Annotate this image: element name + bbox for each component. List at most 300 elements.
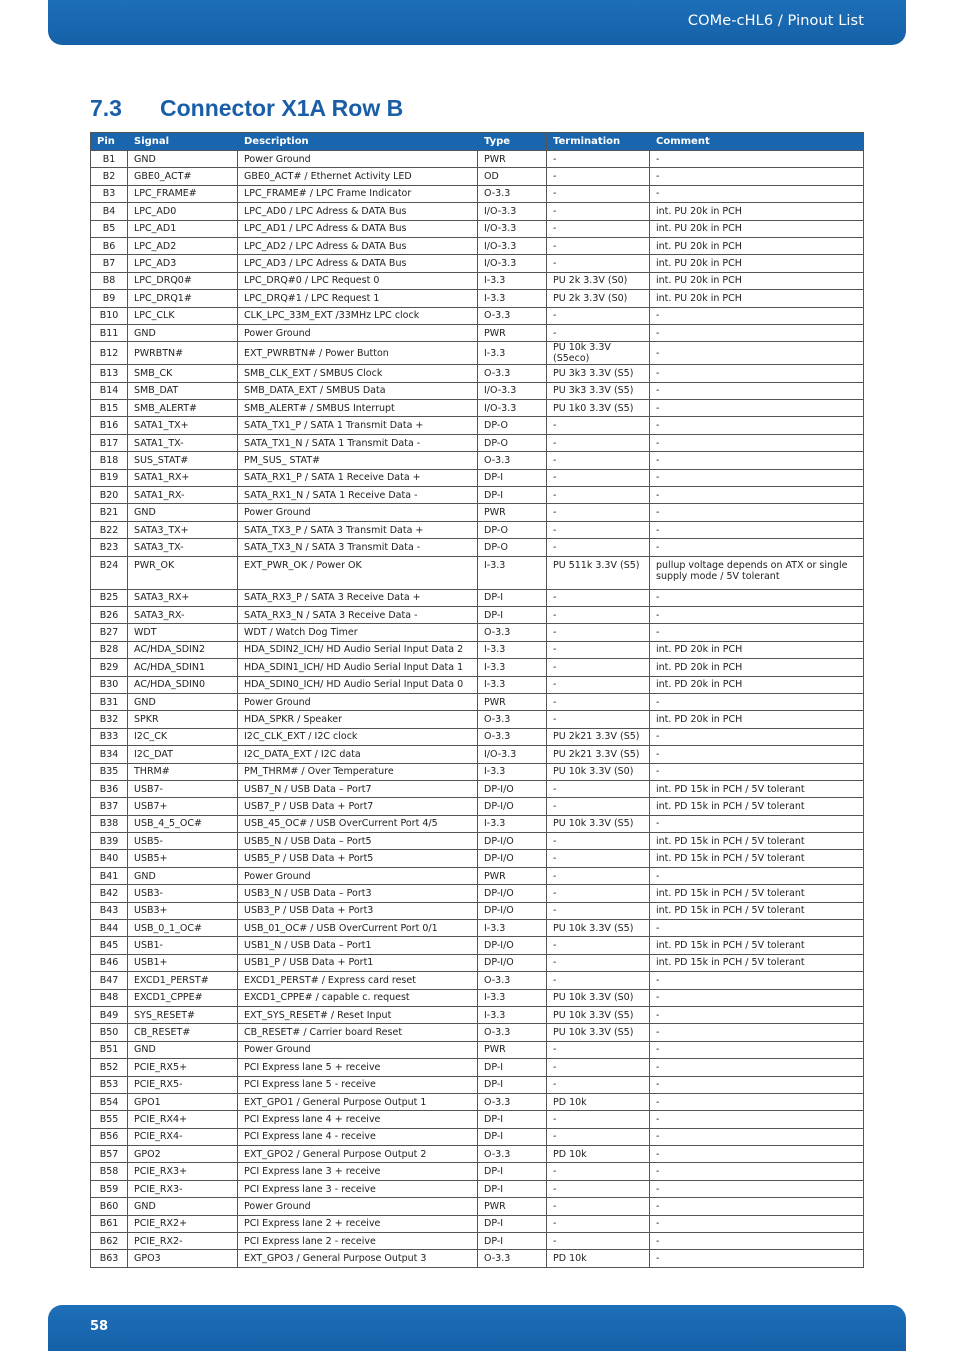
termination-cell: PU 511k 3.3V (S5)	[547, 556, 650, 589]
table-row	[91, 1180, 864, 1197]
comment-cell: -	[650, 728, 864, 745]
description-cell: I2C_DATA_EXT / I2C data	[238, 746, 478, 763]
table-row	[91, 452, 864, 469]
pin-cell: B49	[91, 1006, 128, 1023]
comment-cell: -	[650, 1233, 864, 1250]
type-cell: PWR	[478, 693, 547, 710]
type-cell: I/O-3.3	[478, 220, 547, 237]
table-row	[91, 1146, 864, 1163]
column-header-signal: Signal	[128, 133, 238, 151]
type-cell: O-3.3	[478, 1024, 547, 1041]
table-row	[91, 659, 864, 676]
signal-cell: PCIE_RX5-	[128, 1076, 238, 1093]
type-cell: I-3.3	[478, 676, 547, 693]
pin-cell: B42	[91, 885, 128, 902]
description-cell: PCI Express lane 2 + receive	[238, 1215, 478, 1232]
description-cell: Power Ground	[238, 1041, 478, 1058]
table-row	[91, 1093, 864, 1110]
column-header-comment: Comment	[650, 133, 864, 151]
table-row	[91, 1006, 864, 1023]
type-cell: O-3.3	[478, 972, 547, 989]
comment-cell: -	[650, 324, 864, 341]
comment-cell: -	[650, 521, 864, 538]
comment-cell: -	[650, 589, 864, 606]
type-cell: DP-O	[478, 521, 547, 538]
termination-cell: -	[547, 937, 650, 954]
table-row	[91, 272, 864, 289]
signal-cell: USB_0_1_OC#	[128, 920, 238, 937]
signal-cell: SUS_STAT#	[128, 452, 238, 469]
termination-cell: PU 2k21 3.3V (S5)	[547, 728, 650, 745]
signal-cell: PCIE_RX4-	[128, 1128, 238, 1145]
table-row	[91, 504, 864, 521]
pin-cell: B27	[91, 624, 128, 641]
description-cell: USB7_N / USB Data – Port7	[238, 780, 478, 797]
type-cell: DP-I	[478, 487, 547, 504]
type-cell: DP-I	[478, 589, 547, 606]
description-cell: LPC_DRQ#1 / LPC Request 1	[238, 290, 478, 307]
comment-cell: int. PD 20k in PCH	[650, 711, 864, 728]
pin-cell: B21	[91, 504, 128, 521]
comment-cell: -	[650, 1093, 864, 1110]
signal-cell: SATA1_TX-	[128, 434, 238, 451]
table-row	[91, 954, 864, 971]
description-cell: USB5_P / USB Data + Port5	[238, 850, 478, 867]
type-cell: I-3.3	[478, 815, 547, 832]
pin-cell: B60	[91, 1198, 128, 1215]
table-row	[91, 1163, 864, 1180]
termination-cell: -	[547, 1059, 650, 1076]
type-cell: PWR	[478, 867, 547, 884]
comment-cell: int. PD 15k in PCH / 5V tolerant	[650, 937, 864, 954]
signal-cell: USB5+	[128, 850, 238, 867]
table-row	[91, 487, 864, 504]
comment-cell: -	[650, 815, 864, 832]
signal-cell: GPO1	[128, 1093, 238, 1110]
pin-cell: B12	[91, 342, 128, 365]
pin-cell: B25	[91, 589, 128, 606]
signal-cell: WDT	[128, 624, 238, 641]
comment-cell: -	[650, 1128, 864, 1145]
table-row	[91, 763, 864, 780]
signal-cell: AC/HDA_SDIN1	[128, 659, 238, 676]
description-cell: I2C_CLK_EXT / I2C clock	[238, 728, 478, 745]
type-cell: DP-I/O	[478, 798, 547, 815]
column-header-description: Description	[238, 133, 478, 151]
signal-cell: GPO2	[128, 1146, 238, 1163]
table-row	[91, 589, 864, 606]
description-cell: PCI Express lane 3 + receive	[238, 1163, 478, 1180]
description-cell: EXT_GPO1 / General Purpose Output 1	[238, 1093, 478, 1110]
signal-cell: USB7+	[128, 798, 238, 815]
type-cell: DP-O	[478, 539, 547, 556]
column-header-type: Type	[478, 133, 547, 151]
table-row	[91, 185, 864, 202]
termination-cell: PU 2k 3.3V (S0)	[547, 290, 650, 307]
description-cell: SATA_RX1_P / SATA 1 Receive Data +	[238, 469, 478, 486]
description-cell: WDT / Watch Dog Timer	[238, 624, 478, 641]
comment-cell: -	[650, 763, 864, 780]
table-row	[91, 920, 864, 937]
table-row	[91, 989, 864, 1006]
column-header-pin: Pin	[91, 133, 128, 151]
document-title: COMe-cHL6 / Pinout List	[687, 13, 864, 29]
type-cell: DP-I/O	[478, 954, 547, 971]
table-row	[91, 1024, 864, 1041]
comment-cell: -	[650, 417, 864, 434]
table-row	[91, 365, 864, 382]
type-cell: DP-I	[478, 1163, 547, 1180]
description-cell: LPC_AD2 / LPC Adress & DATA Bus	[238, 237, 478, 254]
pin-cell: B37	[91, 798, 128, 815]
pin-cell: B14	[91, 382, 128, 399]
type-cell: DP-I	[478, 1180, 547, 1197]
description-cell: CB_RESET# / Carrier board Reset	[238, 1024, 478, 1041]
type-cell: I-3.3	[478, 290, 547, 307]
description-cell: CLK_LPC_33M_EXT /33MHz LPC clock	[238, 307, 478, 324]
description-cell: SATA_TX1_P / SATA 1 Transmit Data +	[238, 417, 478, 434]
comment-cell: -	[650, 1198, 864, 1215]
termination-cell: -	[547, 487, 650, 504]
signal-cell: LPC_CLK	[128, 307, 238, 324]
termination-cell: PU 10k 3.3V (S5)	[547, 1006, 650, 1023]
pin-cell: B57	[91, 1146, 128, 1163]
comment-cell: int. PD 15k in PCH / 5V tolerant	[650, 850, 864, 867]
comment-cell: -	[650, 504, 864, 521]
pin-cell: B38	[91, 815, 128, 832]
comment-cell: int. PU 20k in PCH	[650, 290, 864, 307]
pin-cell: B24	[91, 556, 128, 589]
pin-cell: B44	[91, 920, 128, 937]
pin-cell: B20	[91, 487, 128, 504]
pin-cell: B43	[91, 902, 128, 919]
type-cell: DP-I/O	[478, 885, 547, 902]
section-heading	[90, 95, 403, 122]
termination-cell: -	[547, 324, 650, 341]
table-row	[91, 641, 864, 658]
termination-cell: PU 1k0 3.3V (S5)	[547, 400, 650, 417]
type-cell: DP-O	[478, 417, 547, 434]
signal-cell: LPC_AD1	[128, 220, 238, 237]
termination-cell: -	[547, 1111, 650, 1128]
type-cell: I-3.3	[478, 920, 547, 937]
pin-cell: B7	[91, 255, 128, 272]
comment-cell: -	[650, 972, 864, 989]
termination-cell: -	[547, 1198, 650, 1215]
termination-cell: -	[547, 237, 650, 254]
table-row	[91, 902, 864, 919]
comment-cell: -	[650, 1215, 864, 1232]
termination-cell: -	[547, 521, 650, 538]
comment-cell: -	[650, 1250, 864, 1267]
termination-cell: -	[547, 255, 650, 272]
type-cell: I/O-3.3	[478, 382, 547, 399]
termination-cell: -	[547, 624, 650, 641]
comment-cell: -	[650, 1111, 864, 1128]
signal-cell: AC/HDA_SDIN0	[128, 676, 238, 693]
comment-cell: -	[650, 989, 864, 1006]
comment-cell: -	[650, 1041, 864, 1058]
type-cell: DP-I	[478, 606, 547, 623]
description-cell: LPC_FRAME# / LPC Frame Indicator	[238, 185, 478, 202]
pin-cell: B58	[91, 1163, 128, 1180]
pin-cell: B55	[91, 1111, 128, 1128]
pin-cell: B18	[91, 452, 128, 469]
termination-cell: -	[547, 1180, 650, 1197]
signal-cell: GND	[128, 1041, 238, 1058]
pin-cell: B41	[91, 867, 128, 884]
termination-cell: PU 3k3 3.3V (S5)	[547, 382, 650, 399]
signal-cell: LPC_DRQ0#	[128, 272, 238, 289]
termination-cell: -	[547, 641, 650, 658]
footer-bar	[48, 1305, 906, 1351]
pin-cell: B15	[91, 400, 128, 417]
pin-cell: B52	[91, 1059, 128, 1076]
pin-cell: B23	[91, 539, 128, 556]
description-cell: PCI Express lane 4 + receive	[238, 1111, 478, 1128]
type-cell: DP-I	[478, 1128, 547, 1145]
signal-cell: SATA1_RX+	[128, 469, 238, 486]
comment-cell: -	[650, 185, 864, 202]
table-row	[91, 746, 864, 763]
description-cell: Power Ground	[238, 693, 478, 710]
table-row	[91, 382, 864, 399]
description-cell: Power Ground	[238, 867, 478, 884]
termination-cell: -	[547, 833, 650, 850]
type-cell: I/O-3.3	[478, 255, 547, 272]
signal-cell: SATA3_TX+	[128, 521, 238, 538]
signal-cell: PCIE_RX4+	[128, 1111, 238, 1128]
table-row	[91, 972, 864, 989]
comment-cell: int. PD 15k in PCH / 5V tolerant	[650, 954, 864, 971]
signal-cell: PWRBTN#	[128, 342, 238, 365]
pin-cell: B19	[91, 469, 128, 486]
comment-cell: -	[650, 606, 864, 623]
signal-cell: SMB_DAT	[128, 382, 238, 399]
termination-cell: -	[547, 850, 650, 867]
pin-cell: B30	[91, 676, 128, 693]
termination-cell: -	[547, 307, 650, 324]
comment-cell: -	[650, 168, 864, 185]
type-cell: PWR	[478, 1041, 547, 1058]
type-cell: DP-I/O	[478, 780, 547, 797]
termination-cell: PD 10k	[547, 1146, 650, 1163]
pin-cell: B3	[91, 185, 128, 202]
signal-cell: PCIE_RX2-	[128, 1233, 238, 1250]
signal-cell: LPC_DRQ1#	[128, 290, 238, 307]
section-number: 7.3	[90, 95, 122, 121]
signal-cell: EXCD1_PERST#	[128, 972, 238, 989]
signal-cell: USB3-	[128, 885, 238, 902]
description-cell: SATA_RX1_N / SATA 1 Receive Data -	[238, 487, 478, 504]
table-row	[91, 780, 864, 797]
description-cell: Power Ground	[238, 151, 478, 168]
type-cell: DP-I/O	[478, 850, 547, 867]
table-header-row	[91, 133, 864, 151]
table-row	[91, 798, 864, 815]
description-cell: EXT_GPO3 / General Purpose Output 3	[238, 1250, 478, 1267]
description-cell: SATA_TX3_N / SATA 3 Transmit Data -	[238, 539, 478, 556]
table-row	[91, 290, 864, 307]
comment-cell: -	[650, 469, 864, 486]
table-row	[91, 220, 864, 237]
pin-cell: B47	[91, 972, 128, 989]
termination-cell: PU 10k 3.3V (S0)	[547, 763, 650, 780]
signal-cell: PWR_OK	[128, 556, 238, 589]
comment-cell: -	[650, 624, 864, 641]
description-cell: SATA_TX1_N / SATA 1 Transmit Data -	[238, 434, 478, 451]
comment-cell: -	[650, 539, 864, 556]
termination-cell: -	[547, 1215, 650, 1232]
comment-cell: -	[650, 1180, 864, 1197]
termination-cell: PU 2k 3.3V (S0)	[547, 272, 650, 289]
type-cell: I-3.3	[478, 641, 547, 658]
signal-cell: SATA3_RX-	[128, 606, 238, 623]
type-cell: O-3.3	[478, 728, 547, 745]
description-cell: SATA_RX3_P / SATA 3 Receive Data +	[238, 589, 478, 606]
comment-cell: int. PU 20k in PCH	[650, 272, 864, 289]
table-row	[91, 885, 864, 902]
description-cell: EXT_PWR_OK / Power OK	[238, 556, 478, 589]
signal-cell: SMB_CK	[128, 365, 238, 382]
comment-cell: -	[650, 382, 864, 399]
termination-cell: -	[547, 1041, 650, 1058]
comment-cell: int. PU 20k in PCH	[650, 255, 864, 272]
signal-cell: SYS_RESET#	[128, 1006, 238, 1023]
termination-cell: -	[547, 606, 650, 623]
signal-cell: LPC_FRAME#	[128, 185, 238, 202]
description-cell: LPC_AD0 / LPC Adress & DATA Bus	[238, 203, 478, 220]
termination-cell: -	[547, 504, 650, 521]
description-cell: EXT_SYS_RESET# / Reset Input	[238, 1006, 478, 1023]
termination-cell: -	[547, 1128, 650, 1145]
termination-cell: -	[547, 1163, 650, 1180]
signal-cell: GND	[128, 693, 238, 710]
pin-cell: B50	[91, 1024, 128, 1041]
type-cell: I/O-3.3	[478, 400, 547, 417]
description-cell: USB_45_OC# / USB OverCurrent Port 4/5	[238, 815, 478, 832]
description-cell: EXCD1_PERST# / Express card reset	[238, 972, 478, 989]
termination-cell: -	[547, 151, 650, 168]
comment-cell: -	[650, 867, 864, 884]
signal-cell: GBE0_ACT#	[128, 168, 238, 185]
termination-cell: -	[547, 434, 650, 451]
termination-cell: -	[547, 589, 650, 606]
pin-cell: B29	[91, 659, 128, 676]
type-cell: PWR	[478, 324, 547, 341]
pin-cell: B5	[91, 220, 128, 237]
page-number: 58	[90, 1319, 109, 1334]
table-row	[91, 417, 864, 434]
termination-cell: -	[547, 539, 650, 556]
signal-cell: PCIE_RX5+	[128, 1059, 238, 1076]
table-row	[91, 203, 864, 220]
type-cell: OD	[478, 168, 547, 185]
type-cell: PWR	[478, 504, 547, 521]
termination-cell: -	[547, 693, 650, 710]
termination-cell: -	[547, 469, 650, 486]
table-row	[91, 469, 864, 486]
table-row	[91, 1076, 864, 1093]
description-cell: USB5_N / USB Data – Port5	[238, 833, 478, 850]
type-cell: I/O-3.3	[478, 746, 547, 763]
signal-cell: GND	[128, 151, 238, 168]
description-cell: Power Ground	[238, 1198, 478, 1215]
description-cell: LPC_AD1 / LPC Adress & DATA Bus	[238, 220, 478, 237]
signal-cell: SMB_ALERT#	[128, 400, 238, 417]
pin-cell: B34	[91, 746, 128, 763]
termination-cell: -	[547, 798, 650, 815]
table-row	[91, 815, 864, 832]
signal-cell: USB7-	[128, 780, 238, 797]
comment-cell: pullup voltage depends on ATX or single supply mode / 5V tolerant	[650, 556, 864, 589]
comment-cell: int. PD 20k in PCH	[650, 641, 864, 658]
type-cell: I-3.3	[478, 659, 547, 676]
termination-cell: PU 10k 3.3V (S5eco)	[547, 342, 650, 365]
termination-cell: -	[547, 676, 650, 693]
table-row	[91, 867, 864, 884]
comment-cell: -	[650, 400, 864, 417]
description-cell: SATA_RX3_N / SATA 3 Receive Data -	[238, 606, 478, 623]
type-cell: O-3.3	[478, 624, 547, 641]
pin-cell: B9	[91, 290, 128, 307]
signal-cell: CB_RESET#	[128, 1024, 238, 1041]
pin-cell: B17	[91, 434, 128, 451]
comment-cell: -	[650, 151, 864, 168]
type-cell: DP-I	[478, 1111, 547, 1128]
comment-cell: -	[650, 307, 864, 324]
termination-cell: PU 10k 3.3V (S5)	[547, 815, 650, 832]
comment-cell: -	[650, 365, 864, 382]
type-cell: PWR	[478, 151, 547, 168]
type-cell: O-3.3	[478, 185, 547, 202]
type-cell: DP-I	[478, 1215, 547, 1232]
comment-cell: int. PD 20k in PCH	[650, 659, 864, 676]
comment-cell: -	[650, 434, 864, 451]
table-row	[91, 624, 864, 641]
column-header-termination: Termination	[547, 133, 650, 151]
pin-cell: B53	[91, 1076, 128, 1093]
termination-cell: -	[547, 185, 650, 202]
signal-cell: PCIE_RX3+	[128, 1163, 238, 1180]
termination-cell: -	[547, 711, 650, 728]
table-row	[91, 151, 864, 168]
table-row	[91, 1128, 864, 1145]
type-cell: O-3.3	[478, 365, 547, 382]
signal-cell: USB3+	[128, 902, 238, 919]
pin-cell: B63	[91, 1250, 128, 1267]
comment-cell: -	[650, 1006, 864, 1023]
pin-cell: B36	[91, 780, 128, 797]
termination-cell: -	[547, 954, 650, 971]
pin-cell: B8	[91, 272, 128, 289]
signal-cell: SATA3_RX+	[128, 589, 238, 606]
signal-cell: GND	[128, 504, 238, 521]
type-cell: I/O-3.3	[478, 203, 547, 220]
pin-cell: B16	[91, 417, 128, 434]
table-row	[91, 693, 864, 710]
termination-cell: -	[547, 452, 650, 469]
table-row	[91, 850, 864, 867]
type-cell: I-3.3	[478, 342, 547, 365]
signal-cell: USB1-	[128, 937, 238, 954]
table-row	[91, 1233, 864, 1250]
table-row	[91, 400, 864, 417]
signal-cell: THRM#	[128, 763, 238, 780]
termination-cell: PU 10k 3.3V (S5)	[547, 1024, 650, 1041]
termination-cell: PU 10k 3.3V (S5)	[547, 920, 650, 937]
description-cell: USB3_N / USB Data – Port3	[238, 885, 478, 902]
